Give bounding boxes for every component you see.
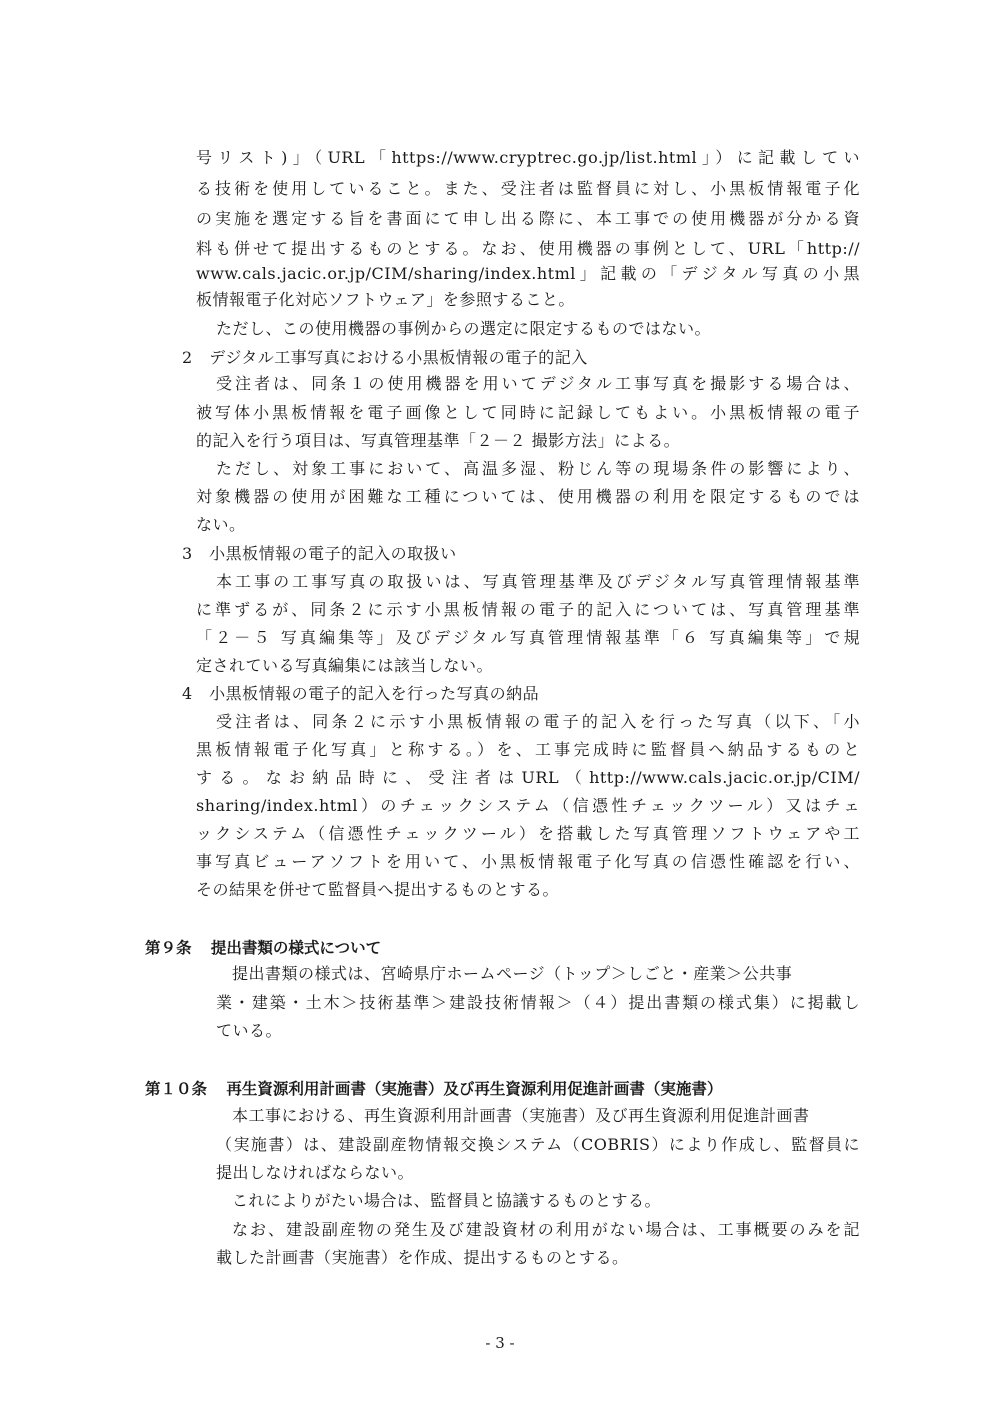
paragraph-line: 事写真ビューアソフトを用いて、小黒板情報電子化写真の信憑性確認を行い、 [196, 852, 860, 871]
paragraph-line: る技術を使用していること。また、受注者は監督員に対し、小黒板情報電子化 [196, 179, 860, 198]
paragraph-line: なお、建設副産物の発生及び建設資材の利用がない場合は、工事概要のみを記 [232, 1220, 860, 1239]
paragraph-line: 本工事における、再生資源利用計画書（実施書）及び再生資源利用促進計画書 [232, 1106, 810, 1125]
paragraph-line: 本工事の工事写真の取扱いは、写真管理基準及びデジタル写真管理情報基準 [216, 572, 860, 591]
item-2-title: 2 デジタル工事写真における小黒板情報の電子的記入 [182, 348, 588, 367]
paragraph-line: 定されている写真編集には該当しない。 [196, 656, 494, 675]
paragraph-line: 受注者は、同条２に示す小黒板情報の電子的記入を行った写真（以下、「小 [216, 712, 860, 731]
paragraph-line: 「２－５ 写真編集等」及びデジタル写真管理情報基準「６ 写真編集等」で規 [196, 628, 860, 647]
paragraph-line: に準ずるが、同条２に示す小黒板情報の電子的記入については、写真管理基準 [196, 600, 860, 619]
paragraph-line: sharing/index.html）のチェックシステム（信憑性チェックツール）又はチェ [196, 796, 860, 815]
article-10-title: 再生資源利用計画書（実施書）及び再生資源利用促進計画書（実施書） [226, 1080, 723, 1098]
paragraph-line: ない。 [196, 515, 246, 534]
paragraph-line: する。なお納品時に、受注者はURL（http://www.cals.jacic.or.jp/CIM/ [196, 768, 860, 787]
paragraph-line: の実施を選定する旨を書面にて申し出る際に、本工事での使用機器が分かる資 [196, 209, 860, 228]
paragraph-line: 対象機器の使用が困難な工種については、使用機器の利用を限定するものでは [196, 487, 860, 506]
article-10-number: 第１０条 [145, 1080, 208, 1098]
paragraph-line: 提出しなければならない。 [216, 1163, 415, 1182]
item-4-title: 4 小黒板情報の電子的記入を行った写真の納品 [182, 684, 540, 703]
article-9-heading [145, 935, 381, 961]
item-3-title: 3 小黒板情報の電子的記入の取扱い [182, 544, 457, 563]
paragraph-line: 号リスト)」（URL「https://www.cryptrec.go.jp/list.html」）に記載してい [196, 148, 860, 167]
paragraph-line: 的記入を行う項目は、写真管理基準「２－２ 撮影方法」による。 [196, 431, 681, 450]
article-9-number: 第９条 [145, 939, 192, 957]
paragraph-line: 業・建築・土木＞技術基準＞建設技術情報＞（４）提出書類の様式集）に掲載し [216, 993, 860, 1012]
paragraph-line: 載した計画書（実施書）を作成、提出するものとする。 [216, 1248, 629, 1267]
page-number: - 3 - [485, 1334, 515, 1352]
article-10-heading [145, 1076, 722, 1102]
paragraph-line: その結果を併せて監督員へ提出するものとする。 [196, 880, 560, 899]
paragraph-line: （実施書）は、建設副産物情報交換システム（COBRIS）により作成し、監督員に [216, 1135, 860, 1154]
paragraph-line: ている。 [216, 1021, 283, 1040]
article-9-title: 提出書類の様式について [210, 939, 382, 957]
paragraph-line: www.cals.jacic.or.jp/CIM/sharing/index.html」記載の「デジタル写真の小黒 [196, 264, 860, 283]
paragraph-line: ただし、対象工事において、高温多湿、粉じん等の現場条件の影響により、 [216, 459, 860, 478]
paragraph-line: ただし、この使用機器の事例からの選定に限定するものではない。 [216, 319, 712, 338]
paragraph-line: ックシステム（信憑性チェックツール）を搭載した写真管理ソフトウェアや工 [196, 824, 860, 843]
paragraph-line: 料も併せて提出するものとする。なお、使用機器の事例として、URL「http:// [196, 239, 860, 258]
paragraph-line: 板情報電子化対応ソフトウェア」を参照すること。 [196, 290, 575, 309]
paragraph-line: 黒板情報電子化写真」と称する。）を、工事完成時に監督員へ納品するものと [196, 740, 860, 759]
paragraph-line: 被写体小黒板情報を電子画像として同時に記録してもよい。小黒板情報の電子 [196, 403, 860, 422]
paragraph-line: これによりがたい場合は、監督員と協議するものとする。 [232, 1191, 662, 1210]
paragraph-line: 受注者は、同条１の使用機器を用いてデジタル工事写真を撮影する場合は、 [216, 374, 860, 393]
paragraph-line: 提出書類の様式は、宮崎県庁ホームページ（トップ＞しごと・産業＞公共事 [232, 964, 793, 983]
